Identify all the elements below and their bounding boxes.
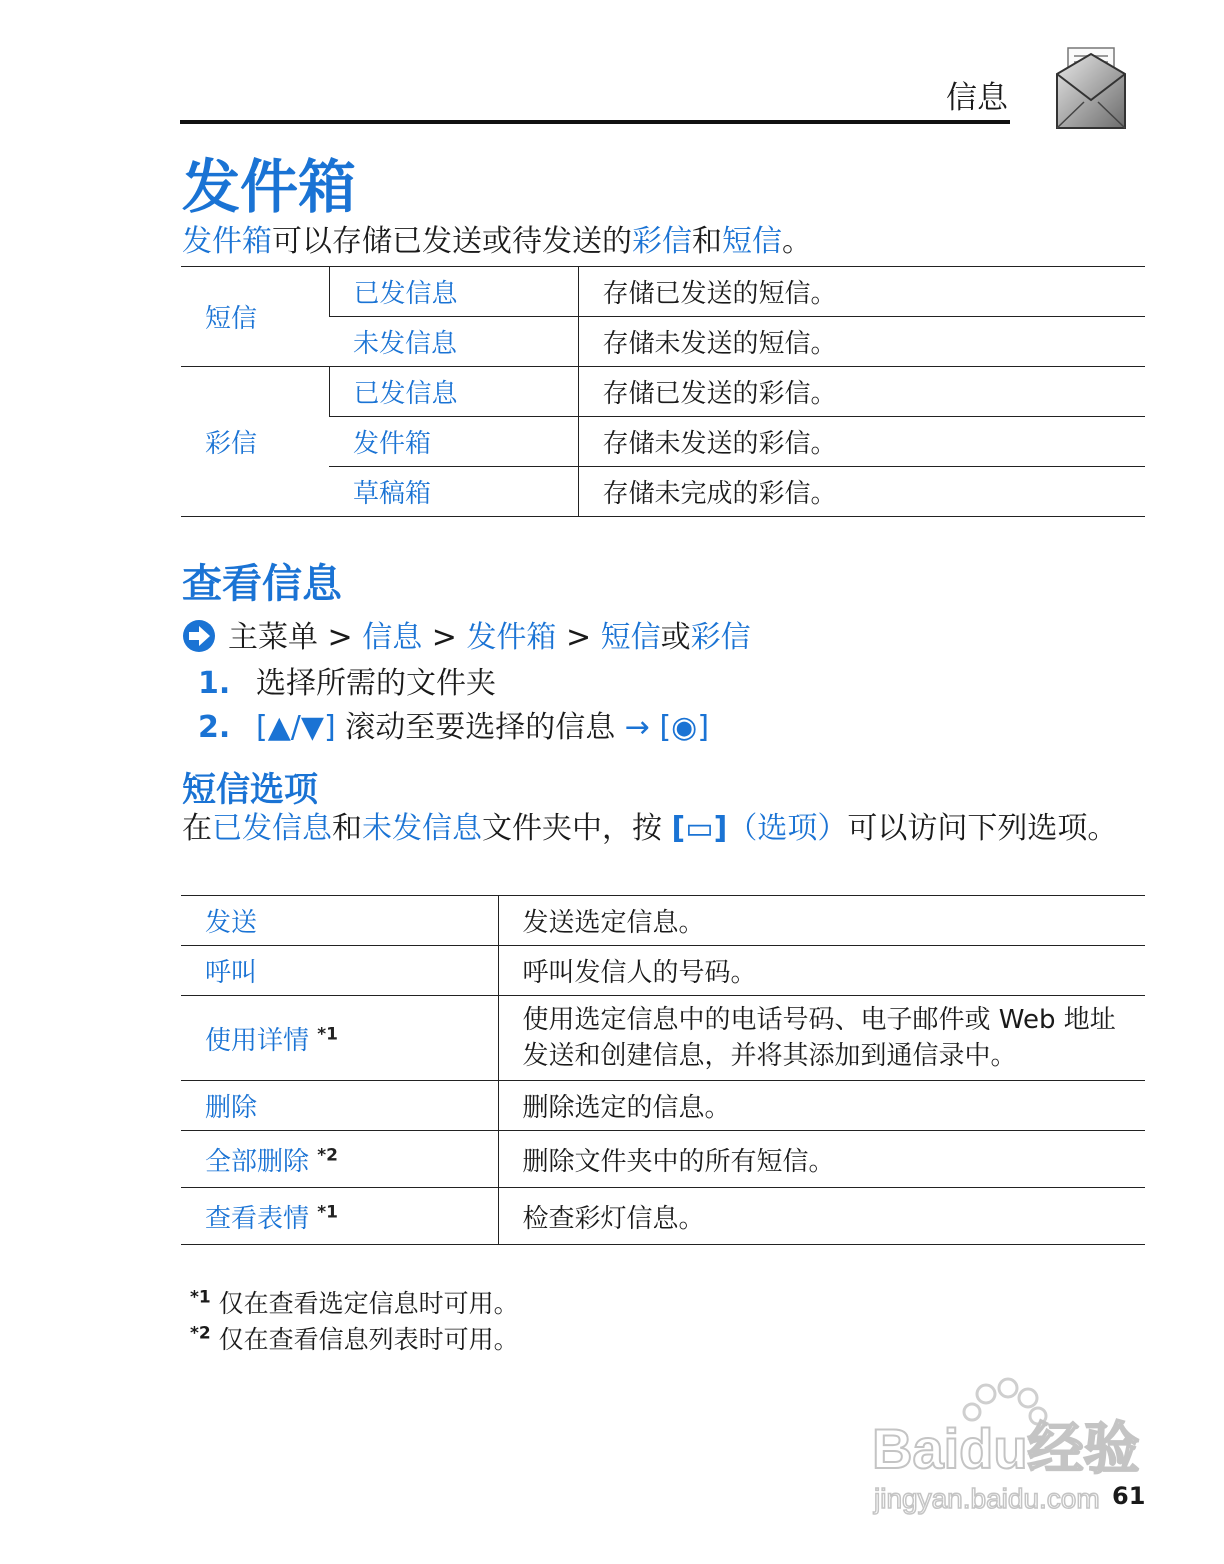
options-table [181, 895, 1145, 1245]
outbox-intro: 发件箱可以存储已发送或待发送的彩信和短信。 [182, 224, 812, 259]
envelope-icon [1054, 44, 1128, 136]
options-intro: 在已发信息和未发信息文件夹中，按 [▭]（选项）可以访问下列选项。 [182, 811, 1118, 846]
group-mms: 彩信 [181, 367, 329, 517]
folder-item: 草稿箱 [329, 467, 578, 517]
option-desc: 使用选定信息中的电话号码、电子邮件或 Web 地址发送和创建信息，并将其添加到通信录中。 [498, 996, 1145, 1081]
option-desc: 发送选定信息。 [498, 896, 1145, 946]
folder-desc: 存储已发送的彩信。 [578, 367, 1145, 417]
option-name: 全部删除 $^{*2}$ [181, 1131, 498, 1188]
arrow-right-icon: → [624, 710, 650, 745]
folder-item: 未发信息 [329, 317, 578, 367]
table-row [181, 367, 1145, 417]
folder-desc: 存储已发送的短信。 [578, 267, 1145, 317]
table-row [181, 1131, 1145, 1188]
footnote-2: $^{*2}$ 仅在查看信息列表时可用。 [190, 1323, 519, 1354]
nav-keys: [▲/▼] [256, 710, 336, 745]
page-number: 61 [1112, 1482, 1146, 1510]
footnote-1: $^{*1}$ 仅在查看选定信息时可用。 [190, 1287, 519, 1318]
option-desc: 删除选定的信息。 [498, 1081, 1145, 1131]
folder-item: 发件箱 [329, 417, 578, 467]
table-row [181, 267, 1145, 317]
option-name: 使用详情 $^{*1}$ [181, 996, 498, 1081]
menu-path: 主菜单 > 信息 > 发件箱 > 短信或彩信 [182, 612, 751, 656]
step-1: 1. 选择所需的文件夹 [198, 666, 496, 701]
baidu-watermark [868, 1376, 1148, 1516]
option-name: 发送 [181, 896, 498, 946]
table-row [181, 1188, 1145, 1245]
option-name: 删除 [181, 1081, 498, 1131]
arrow-right-circle-icon [182, 619, 216, 653]
table-row [181, 996, 1145, 1081]
option-desc: 检查彩灯信息。 [498, 1188, 1145, 1245]
header-section-title: 信息 [946, 80, 1008, 116]
select-key: [◉] [659, 710, 710, 745]
option-desc: 删除文件夹中的所有短信。 [498, 1131, 1145, 1188]
option-name: 呼叫 [181, 946, 498, 996]
softkey-icon: [▭] [671, 811, 728, 846]
step-2: 2. [▲/▼] 滚动至要选择的信息 → [◉] [198, 710, 710, 745]
outbox-title: 发件箱 [182, 153, 357, 221]
table-row [181, 946, 1145, 996]
group-sms: 短信 [181, 267, 329, 367]
folder-desc: 存储未发送的彩信。 [578, 417, 1145, 467]
folder-item: 已发信息 [329, 367, 578, 417]
svg-text:Baidu经验: Baidu经验 [872, 1417, 1140, 1480]
table-row [181, 1081, 1145, 1131]
option-name: 查看表情 $^{*1}$ [181, 1188, 498, 1245]
options-title: 短信选项 [182, 770, 318, 810]
folder-desc: 存储未发送的短信。 [578, 317, 1145, 367]
folder-item: 已发信息 [329, 267, 578, 317]
header-rule [180, 120, 1010, 124]
outbox-folders-table [181, 266, 1145, 517]
table-row [181, 896, 1145, 946]
view-title: 查看信息 [182, 561, 342, 607]
svg-text:jingyan.baidu.com: jingyan.baidu.com [874, 1483, 1100, 1514]
option-desc: 呼叫发信人的号码。 [498, 946, 1145, 996]
folder-desc: 存储未完成的彩信。 [578, 467, 1145, 517]
